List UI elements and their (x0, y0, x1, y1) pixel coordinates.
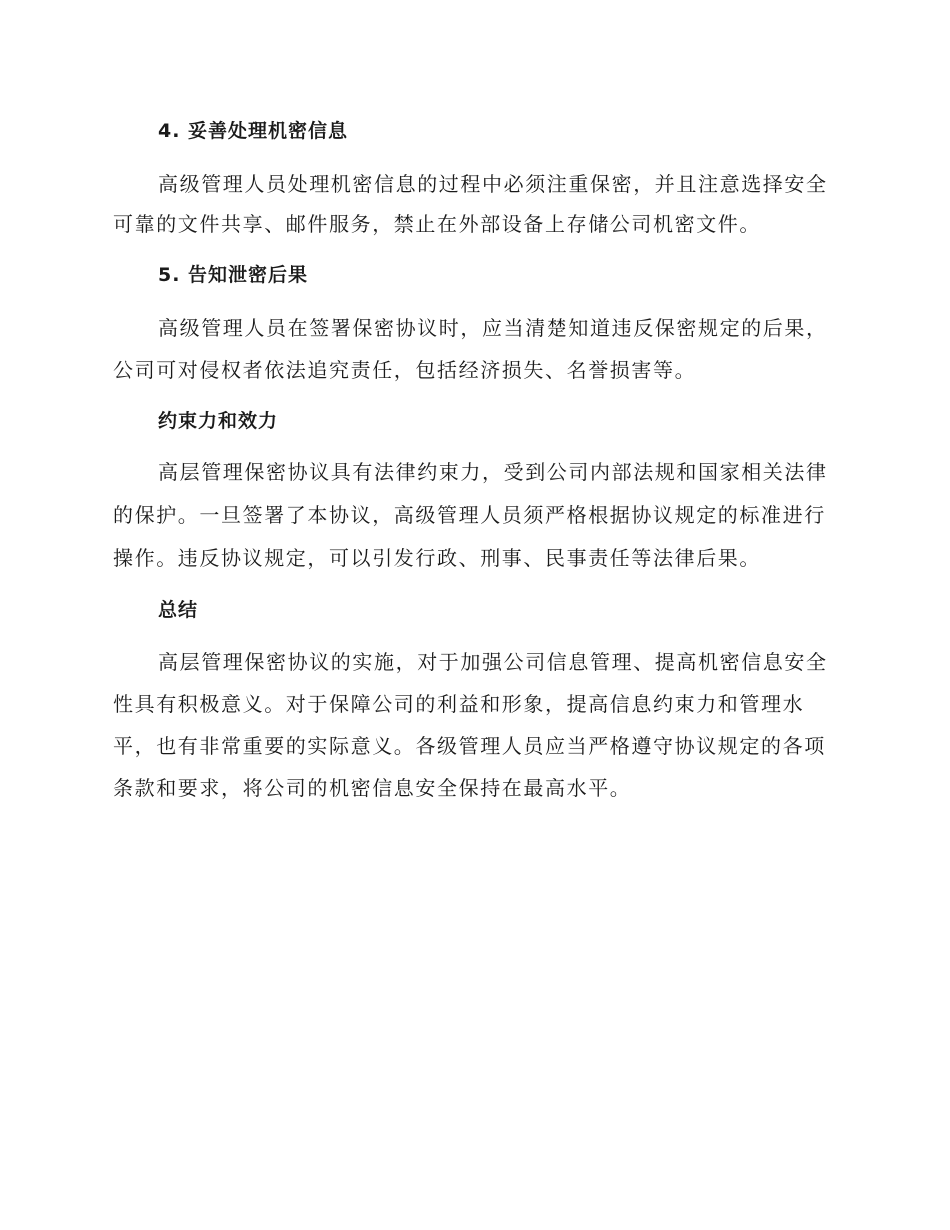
section-heading-summary: 总结 (158, 599, 199, 621)
section-heading-leak-consequences: 5. 告知泄密后果 (158, 264, 309, 286)
section-heading-handle-confidential-info: 4. 妥善处理机密信息 (158, 120, 349, 142)
paragraph-line: 操作。违反协议规定，可以引发行政、刑事、民事责任等法律后果。 (113, 546, 761, 570)
paragraph-line: 可靠的文件共享、邮件服务，禁止在外部设备上存储公司机密文件。 (113, 212, 761, 236)
paragraph-line: 高级管理人员在签署保密协议时，应当清楚知道违反保密规定的后果， (158, 316, 828, 340)
paragraph-line: 高层管理保密协议具有法律约束力，受到公司内部法规和国家相关法律 (158, 460, 828, 484)
paragraph-line: 的保护。一旦签署了本协议，高级管理人员须严格根据协议规定的标准进行 (113, 503, 826, 527)
paragraph-line: 公司可对侵权者依法追究责任，包括经济损失、名誉损害等。 (113, 358, 697, 382)
section-heading-binding-force: 约束力和效力 (158, 410, 279, 432)
paragraph-line: 性具有积极意义。对于保障公司的利益和形象，提高信息约束力和管理水 (113, 692, 805, 716)
paragraph-line: 高级管理人员处理机密信息的过程中必须注重保密，并且注意选择安全 (158, 172, 828, 196)
paragraph-line: 条款和要求，将公司的机密信息安全保持在最高水平。 (113, 776, 632, 800)
paragraph-line: 平，也有非常重要的实际意义。各级管理人员应当严格遵守协议规定的各项 (113, 734, 826, 758)
paragraph-line: 高层管理保密协议的实施，对于加强公司信息管理、提高机密信息安全 (158, 650, 828, 674)
